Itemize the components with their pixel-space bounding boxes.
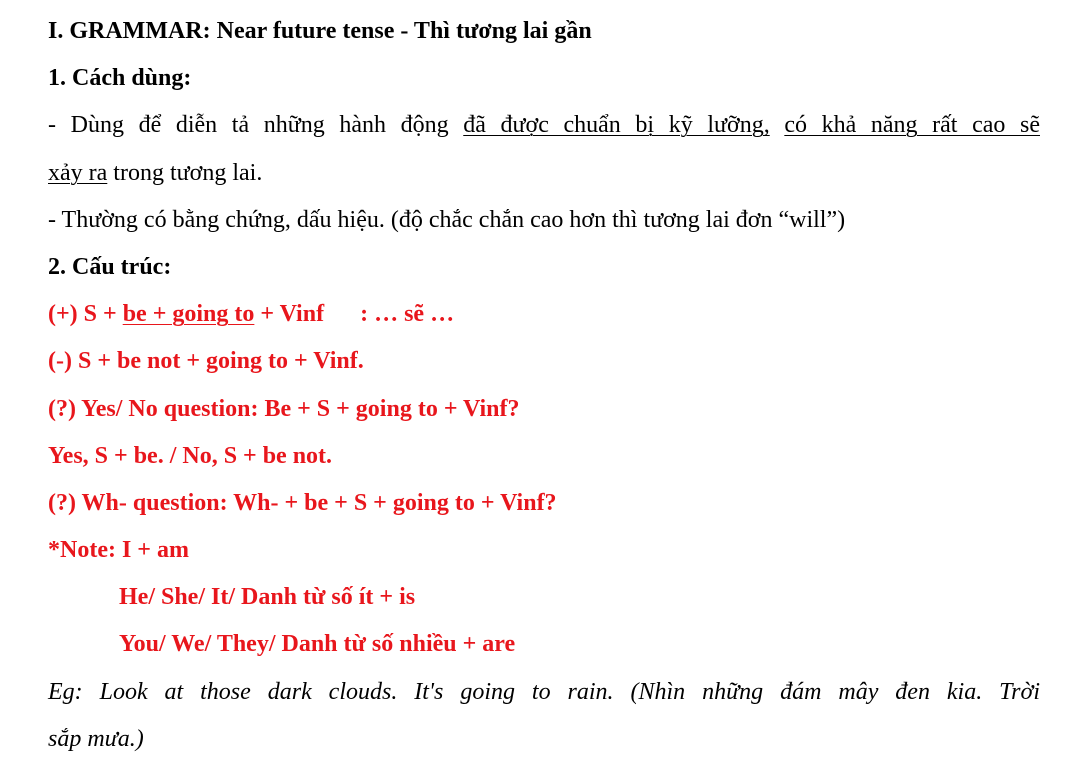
structure-title: 2. Cấu trúc: [48, 253, 172, 280]
usage-underline-happen: xảy ra [48, 159, 108, 186]
usage-title: 1. Cách dùng: [48, 65, 192, 92]
formula-positive-meaning: : … sẽ … [360, 301, 455, 328]
formula-positive [48, 291, 1040, 338]
usage-line-1-mid [770, 112, 785, 138]
usage-line-2-post: trong tương lai. [107, 159, 263, 186]
usage-line-1 [48, 102, 1040, 149]
formula-short-answers: Yes, S + be. / No, S + be not. [48, 442, 333, 469]
usage-underline-likely: có khả năng rất cao sẽ [784, 112, 1040, 139]
usage-line-2 [48, 150, 1040, 197]
example-line-2: sắp mưa.) [48, 725, 144, 752]
example-line-1: Eg: Look at those dark clouds. It's going to rain. (Nhìn những đám mây đen kia. Trời [48, 678, 1040, 705]
usage-line-1-pre: - Dùng để diễn tả những hành động [48, 112, 464, 139]
usage-underline-prepared: đã được chuẩn bị kỹ lưỡng, [463, 112, 770, 139]
note-i-am: *Note: I + am [48, 537, 189, 564]
formula-negative: (-) S + be not + going to + Vinf. [48, 348, 364, 375]
formula-yes-no-question: (?) Yes/ No question: Be + S + going to + Vinf? [48, 395, 520, 422]
document-page [48, 8, 1040, 763]
formula-positive-post: + Vinf [254, 301, 325, 328]
formula-wh-question: (?) Wh- question: Wh- + be + S + going to + Vinf? [48, 489, 557, 516]
formula-positive-underline: be + going to [122, 301, 255, 328]
note-plural-are: You/ We/ They/ Danh từ số nhiều + are [119, 631, 516, 658]
formula-positive-pre: (+) S + [48, 301, 123, 328]
section-heading: I. GRAMMAR: Near future tense - Thì tương lai gần [48, 18, 592, 44]
usage-line-3: - Thường có bằng chứng, dấu hiệu. (độ chắc chắn cao hơn thì tương lai đơn “will”) [48, 206, 846, 233]
note-singular-is: He/ She/ It/ Danh từ số ít + is [119, 584, 416, 611]
